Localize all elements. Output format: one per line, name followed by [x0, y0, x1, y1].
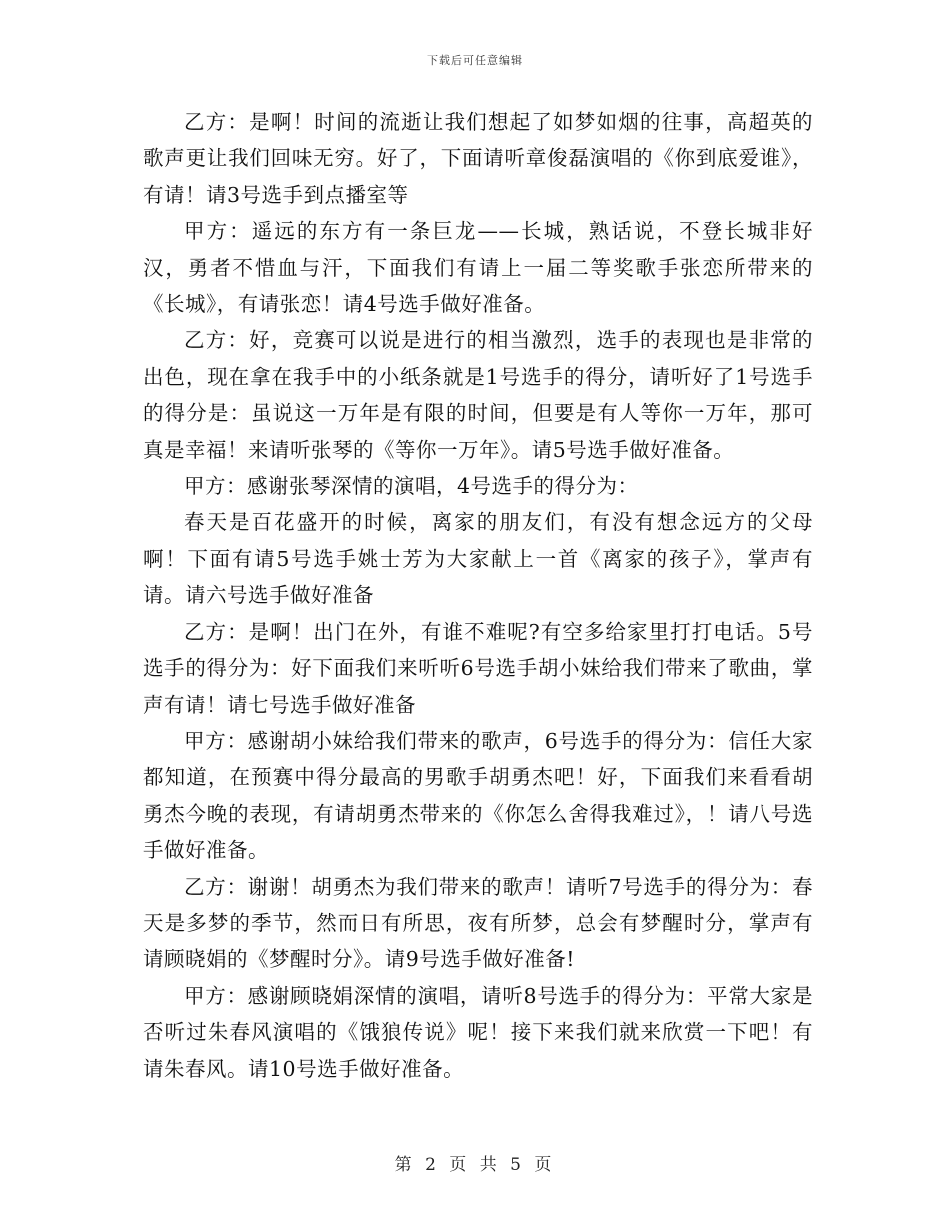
paragraph: 乙方：是啊！出门在外，有谁不难呢?有空多给家里打打电话。5号选手的得分为：好下面我们来听听6号选手胡小妹给我们带来了歌曲，掌声有请！请七号选手做好准备	[143, 619, 813, 717]
paragraph: 甲方：感谢张琴深情的演唱，4号选手的得分为：	[184, 474, 639, 499]
paragraph: 春天是百花盛开的时候，离家的朋友们，有没有想念远方的父母啊！下面有请5号选手姚士芳为大家献上一首《离家的孩子》，掌声有请。请六号选手做好准备	[143, 510, 813, 608]
paragraph: 甲方：遥远的东方有一条巨龙——长城，熟话说，不登长城非好汉，勇者不惜血与汗，下面我们有请上一届二等奖歌手张恋所带来的《长城》，有请张恋！请4号选手做好准备。	[143, 219, 813, 317]
page-header: 下载后可任意编辑	[427, 54, 523, 67]
paragraph: 甲方：感谢胡小妹给我们带来的歌声，6号选手的得分为：信任大家都知道，在预赛中得分最高的男歌手胡勇杰吧！好，下面我们来看看胡勇杰今晚的表现，有请胡勇杰带来的《你怎么舍得我难过》，！请八号选手做好准备。	[143, 728, 813, 863]
paragraph: 乙方：谢谢！胡勇杰为我们带来的歌声！请听7号选手的得分为：春天是多梦的季节，然而日有所思，夜有所梦，总会有梦醒时分，掌声有请顾晓娟的《梦醒时分》。请9号选手做好准备!	[143, 874, 813, 972]
page-number-footer: 第 2 页 共 5 页	[394, 1155, 556, 1175]
paragraph: 乙方：是啊！时间的流逝让我们想起了如梦如烟的往事，高超英的歌声更让我们回味无穷。好了，下面请听章俊磊演唱的《你到底爱谁》，有请！请3号选手到点播室等	[143, 110, 813, 207]
paragraph: 乙方：好，竞赛可以说是进行的相当激烈，选手的表现也是非常的出色，现在拿在我手中的小纸条就是1号选手的得分，请听好了1号选手的得分是：虽说这一万年是有限的时间，但要是有人等你一万年，那可真是幸福！来请听张琴的《等你一万年》。请5号选手做好准备。	[143, 328, 813, 462]
document-body	[143, 104, 813, 1087]
paragraph: 甲方：感谢顾晓娟深情的演唱，请听8号选手的得分为：平常大家是否听过朱春风演唱的《饿狼传说》呢！接下来我们就来欣赏一下吧！有请朱春风。请10号选手做好准备。	[143, 983, 813, 1081]
